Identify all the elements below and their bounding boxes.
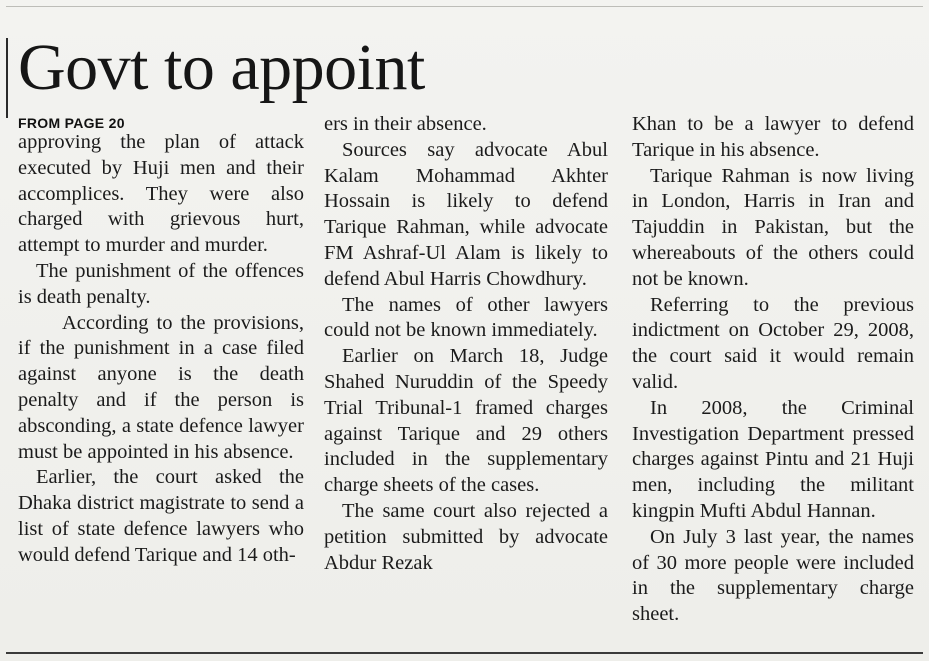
top-rule: [6, 6, 923, 7]
paragraph: The same court also rejected a petition submitted by advocate Abdur Rezak: [324, 499, 608, 574]
headline-left-rule: [6, 38, 8, 118]
headline: Govt to appoint: [18, 31, 425, 104]
continuation-kicker: FROM PAGE 20: [18, 115, 125, 131]
paragraph: ers in their absence.: [324, 113, 487, 135]
column-2: [324, 112, 608, 576]
column-3: [632, 112, 914, 628]
paragraph: Khan to be a lawyer to defend Tarique in his absence.: [632, 113, 914, 161]
paragraph: On July 3 last year, the names of 30 more people were included in the supplementary charge sheet.: [632, 525, 914, 626]
paragraph: Referring to the previous indictment on October 29, 2008, the court said it would remain valid.: [632, 293, 914, 393]
paragraph: According to the provisions, if the punishment in a case filed against anyone is the death penalty and if the person is absconding, a state defence lawyer must be appointed in his absence.: [18, 311, 304, 463]
paragraph: Tarique Rahman is now living in London, Harris in Iran and Tajuddin in Pakistan, but the whereabouts of the others could not be known.: [632, 164, 914, 290]
paragraph: Earlier on March 18, Judge Shahed Nuruddin of the Speedy Trial Tribunal-1 framed charges against Tarique and 29 others included in the supplementary charge sheets of the cases.: [324, 345, 608, 497]
bottom-rule: [6, 652, 923, 654]
paragraph: Sources say advocate Abul Kalam Mohammad Akhter Hossain is likely to defend Tarique Rahman, while advocate FM Ashraf-Ul Alam is likely to defend Abul Harris Chowdhury.: [324, 138, 608, 290]
paragraph: Earlier, the court asked the Dhaka district magistrate to send a list of state defence lawyers who would defend Tarique and 14 oth-: [18, 466, 304, 566]
paragraph: approving the plan of attack executed by Huji men and their accomplices. They were also charged with grievous hurt, attempt to murder and murder.: [18, 131, 304, 257]
column-1: [18, 130, 304, 569]
paragraph: In 2008, the Criminal Investigation Department pressed charges against Pintu and 21 Huji men, including the militant kingpin Mufti Abdul Hannan.: [632, 396, 914, 522]
paragraph: The punishment of the offences is death penalty.: [18, 259, 304, 308]
paragraph: The names of other lawyers could not be known immediately.: [324, 293, 608, 342]
